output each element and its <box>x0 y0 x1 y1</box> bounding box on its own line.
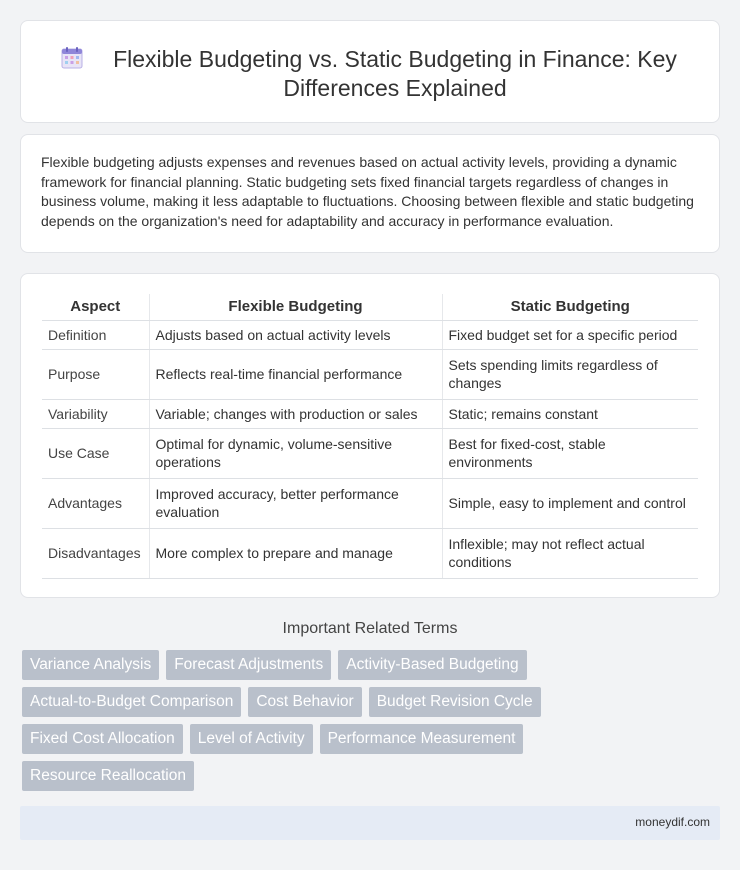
page-title: Flexible Budgeting vs. Static Budgeting in Finance: Key Differences Explained <box>113 46 677 101</box>
row-flexible: Reflects real-time financial performance <box>149 349 442 399</box>
row-flexible: Variable; changes with production or sales <box>149 399 442 428</box>
intro-text: Flexible budgeting adjusts expenses and revenues based on actual activity levels, providing a dynamic framework for financial planning. Static budgeting sets fixed financial targets regardless of changes in business volume, making it less adaptable to fluctuations. Choosing between flexible and static budgeting depends on the organization's need for adaptability and accuracy in performance evaluation. <box>41 154 694 229</box>
row-static: Best for fixed-cost, stable environments <box>442 428 698 478</box>
row-static: Simple, easy to implement and control <box>442 478 698 528</box>
related-terms-title: Important Related Terms <box>282 620 458 637</box>
related-terms-tags <box>22 650 582 791</box>
row-static: Sets spending limits regardless of changes <box>442 349 698 399</box>
table-row <box>42 528 698 578</box>
tag-performance-measurement[interactable]: Performance Measurement <box>320 724 524 754</box>
row-aspect: Disadvantages <box>42 528 149 578</box>
row-static: Fixed budget set for a specific period <box>442 320 698 349</box>
header-aspect: Aspect <box>42 294 149 320</box>
table-row <box>42 349 698 399</box>
table-row <box>42 399 698 428</box>
footer-site[interactable]: moneydif.com <box>635 815 710 829</box>
tag-actual-to-budget-comparison[interactable]: Actual-to-Budget Comparison <box>22 687 241 717</box>
row-aspect: Advantages <box>42 478 149 528</box>
row-aspect: Use Case <box>42 428 149 478</box>
table-row <box>42 428 698 478</box>
tag-budget-revision-cycle[interactable]: Budget Revision Cycle <box>369 687 541 717</box>
row-static: Static; remains constant <box>442 399 698 428</box>
row-aspect: Definition <box>42 320 149 349</box>
row-aspect: Variability <box>42 399 149 428</box>
row-aspect: Purpose <box>42 349 149 399</box>
row-flexible: More complex to prepare and manage <box>149 528 442 578</box>
comparison-card <box>20 273 720 598</box>
table-row <box>42 320 698 349</box>
intro-card <box>20 134 720 253</box>
tag-fixed-cost-allocation[interactable]: Fixed Cost Allocation <box>22 724 183 754</box>
tag-activity-based-budgeting[interactable]: Activity-Based Budgeting <box>338 650 526 680</box>
table-row <box>42 478 698 528</box>
row-flexible: Adjusts based on actual activity levels <box>149 320 442 349</box>
tag-variance-analysis[interactable]: Variance Analysis <box>22 650 159 680</box>
row-flexible: Improved accuracy, better performance evaluation <box>149 478 442 528</box>
tag-forecast-adjustments[interactable]: Forecast Adjustments <box>166 650 331 680</box>
tag-level-of-activity[interactable]: Level of Activity <box>190 724 313 754</box>
comparison-table <box>42 294 698 579</box>
row-static: Inflexible; may not reflect actual conditions <box>442 528 698 578</box>
row-flexible: Optimal for dynamic, volume-sensitive operations <box>149 428 442 478</box>
tag-resource-reallocation[interactable]: Resource Reallocation <box>22 761 194 791</box>
footer <box>20 806 720 840</box>
header-flexible: Flexible Budgeting <box>149 294 442 320</box>
calendar-icon <box>61 47 83 69</box>
header-static: Static Budgeting <box>442 294 698 320</box>
title-card <box>20 20 720 123</box>
table-header-row <box>42 294 698 320</box>
tag-cost-behavior[interactable]: Cost Behavior <box>248 687 361 717</box>
